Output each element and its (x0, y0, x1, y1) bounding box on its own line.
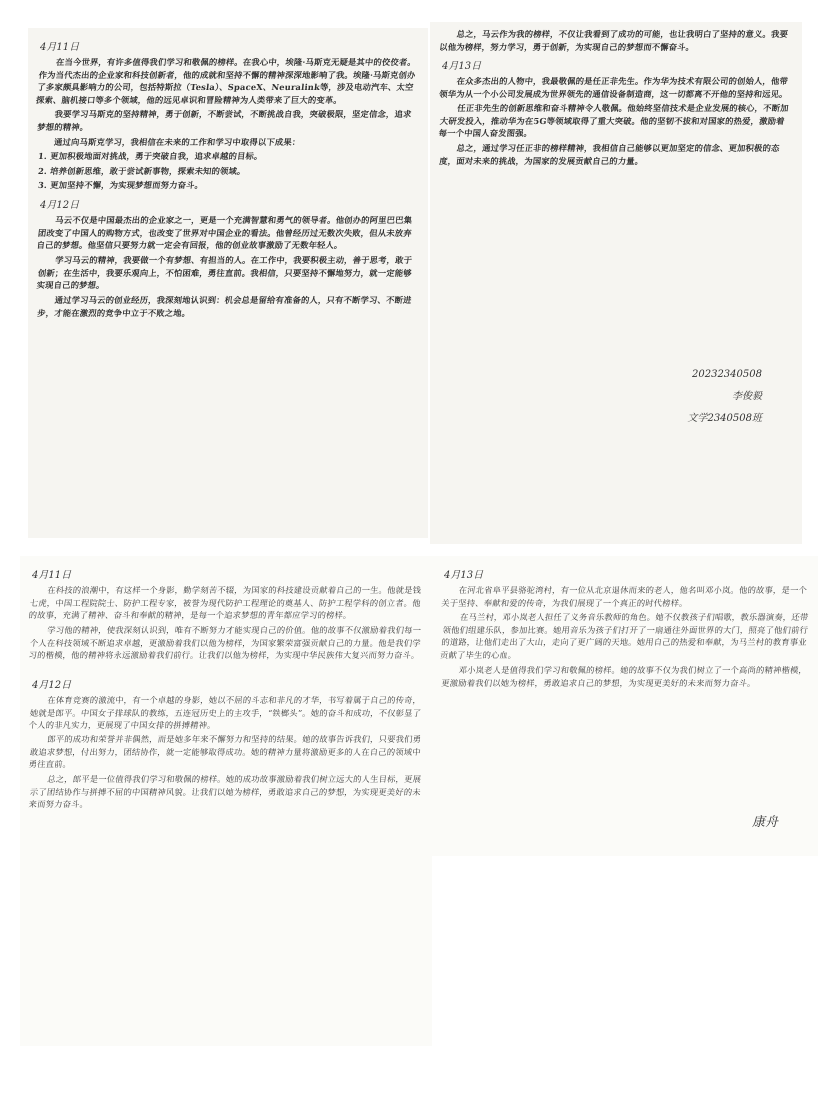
list-item: 3. 更加坚持不懈，为实现梦想而努力奋斗。 (37, 180, 204, 191)
paragraph: 任正非先生的创新思维和奋斗精神令人敬佩。他始终坚信技术是企业发展的核心，不断加大研发投入，推动华为在5G等领域取得了重大突破。他的坚韧不拔和对国家的热爱，激励着每一个中国人奋发图强。 (438, 103, 790, 139)
student-id: 20232340508 (692, 369, 762, 380)
list-item: 2. 培养创新思维，敢于尝试新事物，探索未知的领域。 (37, 165, 247, 176)
signature-name: 李俊毅 (732, 391, 762, 402)
signature-name: 康舟 (751, 815, 778, 830)
handwritten-page-top-left (28, 28, 428, 538)
entry-date: 4月11日 (40, 42, 80, 53)
paragraph: 在体育竞赛的激流中，有一个卓越的身影，她以不屈的斗志和非凡的才华，书写着属于自己的传奇，她就是郎平。中国女子排球队的教练，五连冠历史上的主攻手，“铁榔头”。她的奋斗和成功，不仅彰显了个人的非凡实力，更展现了中国女排的拼搏精神。 (28, 694, 422, 730)
paragraph: 学习他的精神，使我深刻认识到，唯有不断努力才能实现自己的价值。他的故事不仅激励着我们每一个人在科技领域不断追求卓越，更激励着我们以他为榜样，为国家繁荣富强贡献自己的力量。他是我们学习的楷模，他的精神将永远激励着我们前行。让我们以他为榜样，为实现中华民族伟大复兴而努力奋斗。 (28, 624, 422, 660)
signature-block (687, 364, 762, 430)
paragraph: 通过学习马云的创业经历，我深刻地认识到：机会总是留给有准备的人，只有不断学习、不断进步，才能在激烈的竞争中立于不败之地。 (36, 294, 413, 318)
entry-date: 4月11日 (32, 570, 72, 581)
paragraph: 总之，马云作为我的榜样，不仅让我看到了成功的可能，也让我明白了坚持的意义。我要以他为榜样，努力学习，勇于创新，为实现自己的梦想而不懈奋斗。 (438, 29, 789, 52)
paragraph: 总之，郎平是一位值得我们学习和敬佩的榜样。她的成功故事激励着我们树立远大的人生目标，更展示了团结协作与拼搏不屈的中国精神风貌。让我们以她为榜样，勇敢追求自己的梦想，为实现更美好的未来而努力奋斗。 (28, 774, 422, 810)
paragraph: 在当今世界，有许多值得我们学习和敬佩的榜样。在我心中，埃隆·马斯克无疑是其中的佼佼者。作为当代杰出的企业家和科技创新者，他的成就和坚持不懈的精神深深地影响了我。埃隆·马斯克创办了多家颇具影响力的公司，包括特斯拉（Tesla）、SpaceX、Neuralink等，涉及电动汽车、太空探索、脑机接口等多个领域，他的远见卓识和冒险精神为人类带来了巨大的变革。 (35, 57, 417, 105)
paragraph: 通过向马斯克学习，我相信在未来的工作和学习中取得以下成果： (53, 136, 301, 147)
list-item: 1. 更加积极地面对挑战，勇于突破自我，追求卓越的目标。 (37, 151, 264, 162)
handwritten-page-bottom-right (432, 556, 818, 856)
signature-class: 文学2340508班 (687, 413, 762, 424)
paragraph: 在众多杰出的人物中，我最敬佩的是任正非先生。作为华为技术有限公司的创始人，他带领华为从一个小公司发展成为世界领先的通信设备制造商，这一切都离不开他的坚持和远见。 (438, 76, 789, 99)
paragraph: 郎平的成功和荣誉并非偶然，而是她多年来不懈努力和坚持的结果。她的故事告诉我们，只要我们勇敢追求梦想，付出努力，团结协作，就一定能够取得成功。她的精神力量将激励更多的人在自己的领域中勇往直前。 (28, 734, 422, 770)
handwritten-page-bottom-left (20, 556, 432, 1046)
entry-date: 4月12日 (32, 679, 72, 691)
paragraph: 在马兰村，邓小岚老人担任了义务音乐教师的角色。她不仅教孩子们唱歌，教乐器演奏，还带领他们组建乐队，参加比赛。她用音乐为孩子们打开了一扇通往外面世界的大门，照亮了他们前行的道路，让他们走出了大山，走向了更广阔的天地。她用自己的热爱和奉献，为马兰村的教育事业贡献了毕生的心血。 (439, 612, 809, 660)
paragraph: 在科技的浪潮中，有这样一个身影，勤学刻苦不辍，为国家的科技建设贡献着自己的一生。他就是钱七虎，中国工程院院士、防护工程专家，被誉为现代防护工程理论的奠基人、防护工程学科的创立者。他的故事，充满了精神、奋斗和奉献的精神，是每一个追求梦想的青年都应学习的榜样。 (28, 585, 422, 621)
paragraph: 在河北省阜平县骆驼湾村，有一位从北京退休而来的老人，他名叫邓小岚。他的故事，是一个关于坚持、奉献和爱的传奇，为我们展现了一个真正的时代榜样。 (440, 585, 808, 608)
entry-date: 4月13日 (444, 570, 484, 581)
paragraph: 邓小岚老人是值得我们学习和敬佩的榜样。她的故事不仅为我们树立了一个高尚的精神楷模，更激励着我们以她为榜样，勇敢追求自己的梦想，为实现更美好的未来而努力奋斗。 (440, 664, 808, 688)
entry-date: 4月13日 (442, 61, 482, 73)
paragraph: 马云不仅是中国最杰出的企业家之一，更是一个充满智慧和勇气的领导者。他创办的阿里巴巴集团改变了中国人的购物方式，也改变了世界对中国企业的看法。他曾经历过无数次失败，但从未放弃自己的梦想。他坚信只要努力就一定会有回报，他的创业故事激励了无数年轻人。 (36, 214, 413, 251)
paragraph: 学习马云的精神，我要做一个有梦想、有担当的人。在工作中，我要积极主动，善于思考，敢于创新；在生活中，我要乐观向上，不怕困难，勇往直前。我相信，只要坚持不懈地努力，就一定能够实现自己的梦想。 (36, 254, 413, 290)
paragraph: 我要学习马斯克的坚持精神，勇于创新，不断尝试，不断挑战自我，突破极限，坚定信念，追求梦想的精神。 (36, 109, 413, 132)
paragraph: 总之，通过学习任正非的榜样精神，我相信自己能够以更加坚定的信念、更加积极的态度，面对未来的挑战，为国家的发展贡献自己的力量。 (438, 143, 781, 166)
entry-date: 4月12日 (40, 199, 80, 211)
handwritten-page-top-right (430, 22, 802, 544)
